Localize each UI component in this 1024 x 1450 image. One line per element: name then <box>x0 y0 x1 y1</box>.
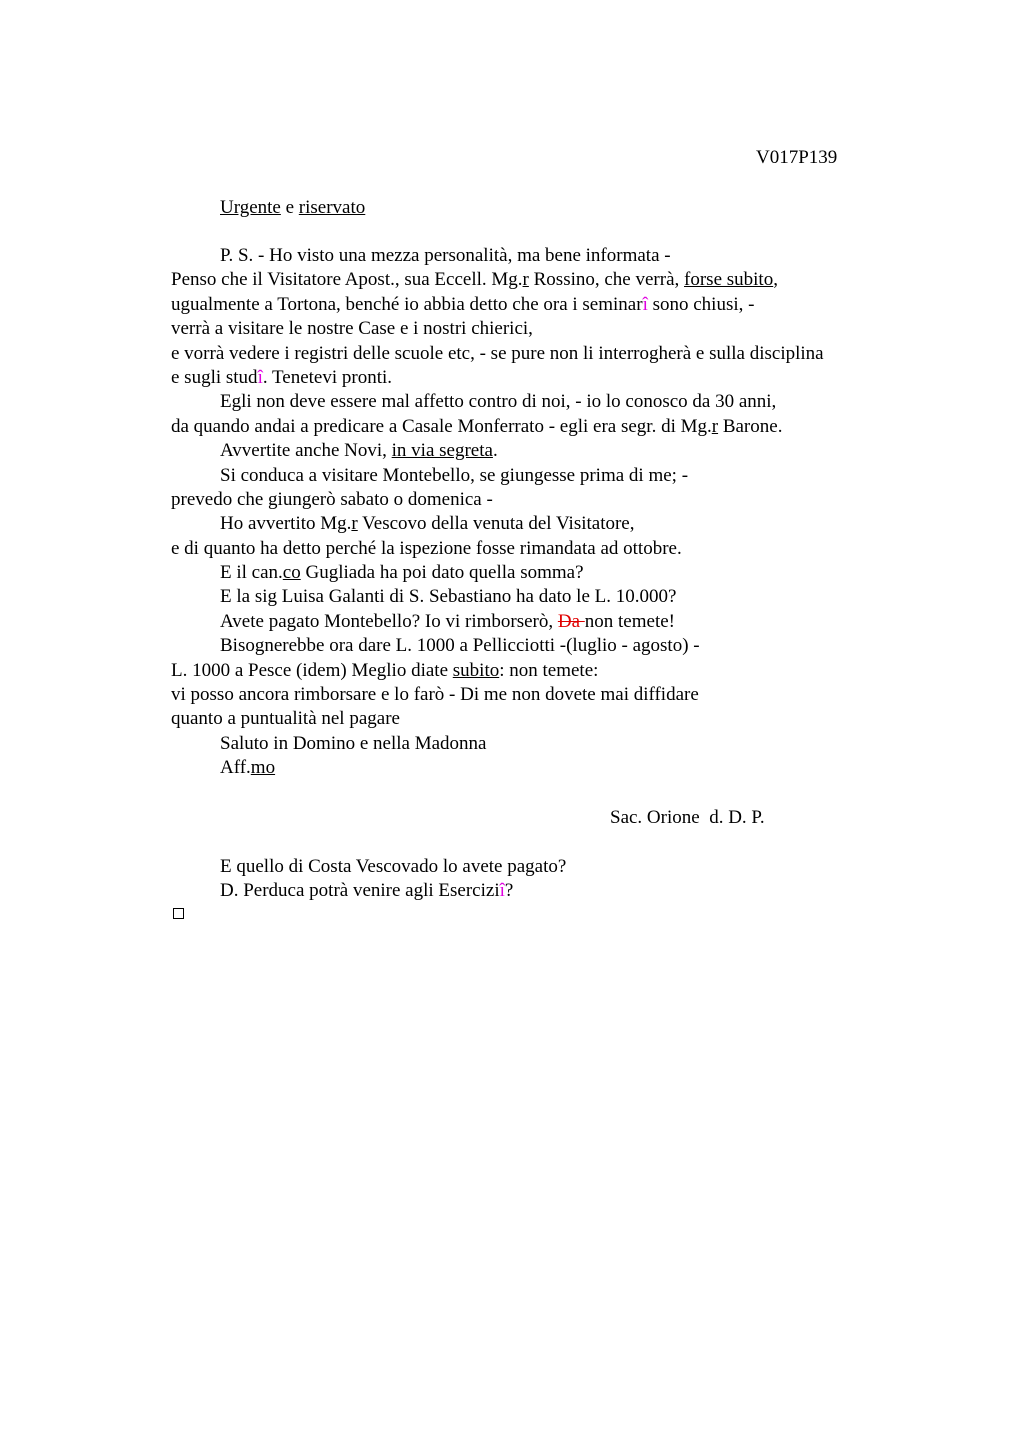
line-text: P. S. - Ho visto una mezza personalità, ma bene informata - <box>220 245 671 266</box>
text-line <box>171 610 911 634</box>
heading-riservato: riservato <box>298 197 366 218</box>
line-text: Rossino, che verrà, <box>528 269 685 291</box>
underlined-text: forse subito <box>684 269 774 291</box>
line-text: da quando andai a predicare a Casale Monferrato - egli era segr. di Mg. <box>171 415 712 437</box>
document-heading <box>220 196 365 220</box>
text-line <box>171 390 911 414</box>
abbrev-superscript: r <box>351 513 358 535</box>
text-line <box>171 537 911 561</box>
line-text: D. Perduca potrà venire agli Esercizi <box>220 880 500 902</box>
line-text: quanto a puntualità nel pagare <box>171 708 400 730</box>
line-text: Barone. <box>718 415 783 437</box>
editorial-mark: î <box>642 293 648 315</box>
text-line <box>171 707 911 731</box>
heading-urgente: Urgente <box>220 197 281 218</box>
line-text: . Tenetevi pronti. <box>262 366 393 388</box>
line-text: Si conduca a visitare Montebello, se giungesse prima di me; - <box>220 464 689 486</box>
line-text: non temete! <box>584 610 675 632</box>
text-line <box>171 732 911 756</box>
underlined-text: in via segreta <box>391 440 493 462</box>
line-text: verrà a visitare le nostre Case e i nostri chierici, <box>171 318 533 340</box>
abbrev-superscript: co <box>282 562 301 584</box>
line-text: L. 1000 a Pesce (idem) Meglio diate <box>171 659 453 681</box>
line-text: Bisognerebbe ora dare L. 1000 a Pellicciotti -(luglio - agosto) - <box>220 635 700 657</box>
line-text: . <box>492 440 498 462</box>
text-line <box>171 634 911 658</box>
line-text: ? <box>504 880 514 902</box>
line-text: E il can. <box>220 562 283 584</box>
text-line <box>171 659 911 683</box>
text-line <box>171 683 911 707</box>
text-line <box>171 439 911 463</box>
text-line <box>171 488 911 512</box>
line-text: vi posso ancora rimborsare e lo farò - Di me non dovete mai diffidare <box>171 684 699 706</box>
editorial-mark: î <box>257 366 263 388</box>
line-text: Saluto in Domino e nella Madonna <box>220 732 487 754</box>
text-line <box>171 585 911 609</box>
text-line <box>171 268 911 292</box>
end-marker-box <box>173 908 184 919</box>
line-text: sono chiusi, - <box>647 293 755 315</box>
abbrev-superscript: r <box>711 415 719 437</box>
postscript-line <box>220 879 566 903</box>
line-text: Gugliada ha poi dato quella somma? <box>300 562 584 584</box>
underlined-text: subito <box>452 659 500 681</box>
line-text: e vorrà vedere i registri delle scuole etc, - se pure non li interrogherà e sulla disciplina <box>171 342 824 364</box>
text-line <box>171 244 911 268</box>
letter-body <box>171 244 911 781</box>
deleted-text: Da <box>557 610 585 632</box>
line-text: Avvertite anche Novi, <box>220 440 392 462</box>
line-text: E la sig Luisa Galanti di S. Sebastiano ha dato le L. 10.000? <box>220 586 677 608</box>
line-text: Ho avvertito Mg. <box>220 513 352 535</box>
abbrev-superscript: r <box>522 269 529 291</box>
line-text: e di quanto ha detto perché la ispezione fosse rimandata ad ottobre. <box>171 537 682 559</box>
document-id: V017P139 <box>756 147 838 168</box>
line-text: : non temete: <box>499 659 599 681</box>
line-text: Aff. <box>220 757 251 779</box>
text-line <box>171 512 911 536</box>
text-line <box>171 366 911 390</box>
editorial-mark: î <box>499 880 505 902</box>
line-text: e sugli stud <box>171 366 258 388</box>
postscript <box>220 855 566 904</box>
text-line <box>171 293 911 317</box>
abbrev-superscript: mo <box>250 757 276 779</box>
postscript-line: E quello di Costa Vescovado lo avete pagato? <box>220 856 567 877</box>
text-line <box>171 561 911 585</box>
text-line <box>171 415 911 439</box>
line-text: prevedo che giungerò sabato o domenica - <box>171 488 493 510</box>
signature: Sac. Orione d. D. P. <box>610 807 765 828</box>
text-line <box>171 317 911 341</box>
line-text: Penso che il Visitatore Apost., sua Eccell. Mg. <box>171 269 523 291</box>
line-text: Avete pagato Montebello? Io vi rimborserò, <box>220 610 558 632</box>
line-text: Vescovo della venuta del Visitatore, <box>357 513 635 535</box>
line-text: ugualmente a Tortona, benché io abbia detto che ora i seminar <box>171 293 643 315</box>
text-line <box>171 342 911 366</box>
line-text: , <box>773 269 778 291</box>
text-line <box>171 756 911 780</box>
text-line <box>171 464 911 488</box>
line-text: Egli non deve essere mal affetto contro di noi, - io lo conosco da 30 anni, <box>220 391 777 413</box>
heading-connector: e <box>280 197 299 218</box>
